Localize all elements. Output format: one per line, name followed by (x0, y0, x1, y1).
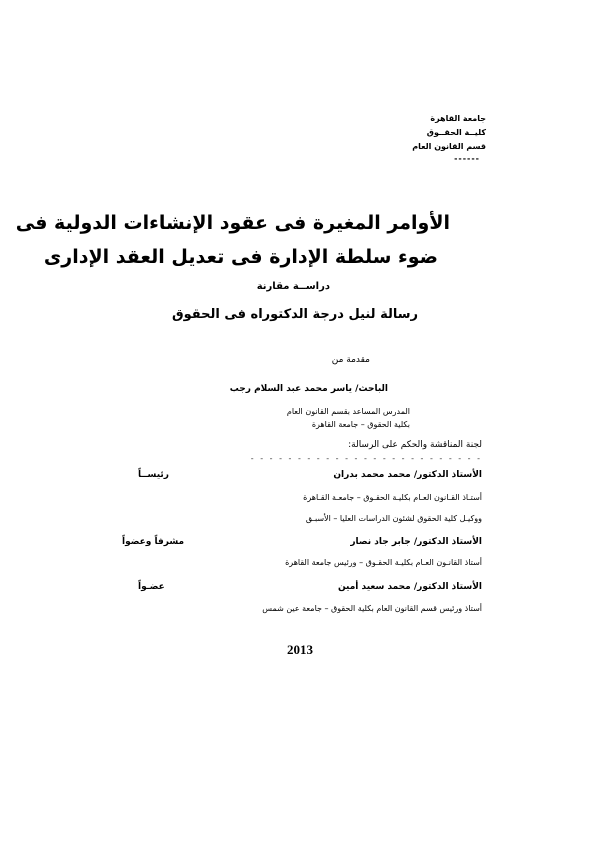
submitted-by-label: مقدمة من (331, 355, 370, 365)
committee-separator: - - - - - - - - - - - - - - - - - - - - - - - - - (250, 454, 482, 463)
header-separator: ------ (454, 154, 480, 163)
faculty-name: كليــة الحقــوق (426, 128, 486, 137)
committee-member-2-name: الأستاذ الدكتور/ جابر جاد نصار (350, 537, 482, 547)
committee-member-3-desc-1: أستاذ ورئيس قسم القانون العام بكلية الحقوق – جامعة عين شمس (262, 604, 482, 613)
researcher-affiliation: بكلية الحقوق – جامعة القاهرة (311, 420, 410, 429)
department-name: قسم القانون العام (412, 142, 486, 151)
committee-member-3-role: عضـواً (138, 582, 165, 592)
committee-member-3-name: الأستاذ الدكتور/ محمد سعيد أمين (337, 582, 482, 592)
committee-member-1-role: رئيســاً (138, 470, 169, 480)
researcher-name: الباحث/ ياسر محمد عبد السلام رجب (229, 384, 388, 394)
thesis-title-line-2: ضوء سلطة الإدارة فى تعديل العقد الإدارى (43, 246, 438, 268)
committee-member-1-desc-1: أستـاذ القـانون العـام بكليـة الحقـوق – جامعـة القـاهرة (303, 493, 482, 502)
university-name: جامعة القاهرة (430, 114, 486, 123)
committee-member-1-desc-2: ووكيـل كلية الحقوق لشئون الدراسات العليا – الأسبـق (305, 514, 482, 523)
year: 2013 (287, 642, 313, 657)
committee-member-2-desc-1: أستاذ القانـون العـام بكليـة الحقـوق – ورئيس جامعة القاهرة (285, 558, 482, 567)
study-type: دراســة مقارنة (256, 281, 330, 292)
committee-member-2-role: مشرفاً وعضواً (122, 537, 185, 547)
committee-heading: لجنة المناقشة والحكم على الرسالة: (348, 440, 482, 450)
degree-statement: رسالة لنيل درجة الدكتوراه فى الحقوق (171, 307, 418, 322)
researcher-position: المدرس المساعد بقسم القانون العام (286, 407, 410, 416)
thesis-title-line-1: الأوامر المغيرة فى عقود الإنشاءات الدولية فى (15, 212, 450, 234)
committee-member-1-name: الأستاذ الدكتور/ محمد محمد بدران (333, 470, 482, 480)
